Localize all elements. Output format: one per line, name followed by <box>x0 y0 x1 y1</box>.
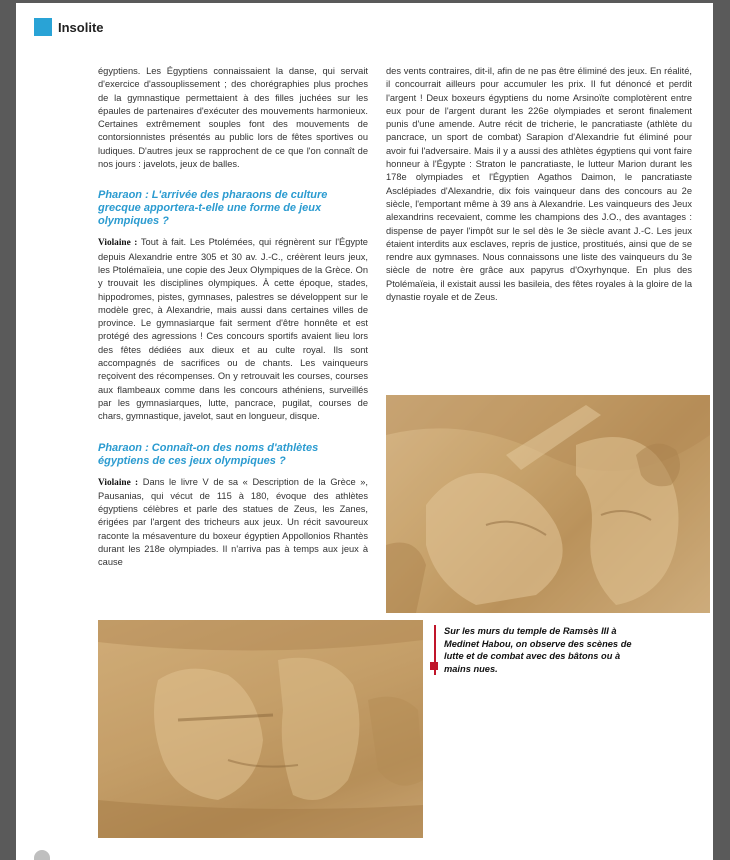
magazine-page <box>16 3 713 860</box>
section-label: Insolite <box>58 19 104 35</box>
speaker-label: Violaine : <box>98 238 138 249</box>
question-heading-1: Pharaon : L'arrivée des pharaons de culture grecque apportera-t-elle une forme de jeux olympiques ? <box>98 189 328 228</box>
paragraph-continued: des vents contraires, dit-il, afin de ne pas être éliminé des jeux. En réalité, il concourrait ailleurs pour accumuler les prix. Il fut dénoncé et perdit l'argent ! Deux boxeurs égyptiens du nome Arsinoïte complotèrent entre eux pour de l'argent durant les 226e olympiades et seront finalement punis d'une amende. Autre récit de tricherie, le pancratiaste (athlète du pancrace, un sport de combat) Sarapion d'Alexandrie fut éliminé pour avoir fui l'adversaire. Mais il y a aussi des athlètes égyptiens qui vont faire honneur à l'Égypte : Straton le pancratiaste, le lutteur Marion durant les 178e olympiades et l'Égyptien Agathos Daimon, le pancratiaste Asclépiades d'Alexandrie, dix fois vainqueur dans des concours au 2e siècle, l'emportant même à 39 ans à Alexandrie. Les vainqueurs des Jeux alexandrins recevaient, comme les champions des J.O., des avantages : dispense de payer l'impôt sur le sel dès le 3e siècle avant J.-C. Les jeux étaient interdits aux esclaves, repris de justice, prostitués, ainsi que de se rendre aux gymnases. Nous connaissons une liste des vainqueurs du 3e siècle de notre ère grâce aux papyrus d'Oxyrhynque. En plus des Ptolémaïeia, il existait aussi les basileia, des fêtes royales à la gloire de la dynastie royale et de Zeus. <box>386 66 692 303</box>
relief-image <box>386 395 710 613</box>
section-square-icon <box>34 18 52 36</box>
speaker-label: Violaine : <box>98 477 139 488</box>
answer-text-1: Tout à fait. Les Ptolémées, qui régnèrent sur l'Égypte depuis Alexandrie entre 305 et 30 av. J.-C., créèrent leurs jeux, les Ptolémaïeia, une copie des Jeux Olympiques de la Grèce. On y trouvait les disciplines olympiques. À cette époque, stades, hippodromes, pistes, gymnases, palestres se développent sur le modèle grec, à Alexandrie, mais aussi dans certaines villes de province. Le gymnasiarque fait serment d'être honnête et est protégé des agressions ! Ces concours sportifs avaient lieu lors des fêtes dédiées aux dieux et au culte royal. Ils sont accompagnés de sacrifices ou de chants. Les vainqueurs reçoivent des récompenses. On y retrouvait les courses, courses aux flambeaux comme dans les concours athéniens, surveillés par les gymnasiarques, lutte, pancrace, pugilat, courses de chars, gymnastique, javelot, saut en longueur, disque. <box>98 237 368 422</box>
section-header <box>34 17 104 37</box>
text-column-right <box>386 65 692 304</box>
relief-photo-fighters <box>98 620 423 838</box>
relief-image <box>98 620 423 838</box>
answer-paragraph-1 <box>98 236 368 423</box>
relief-photo-wrestlers <box>386 395 710 613</box>
text-column-left <box>98 65 368 570</box>
answer-text-2: Dans le livre V de sa « Description de la Grèce », Pausanias, qui vécut de 115 à 180, évoque des athlètes égyptiens célèbres et parle des statues de Zeus, les Zanes, érigées par l'argent des tricheurs aux jeux. Un récit savoureux raconte la mésaventure du boxeur égyptien Appollonios Rhantès durant les 218e olympiades. Il n'arriva pas à temps aux jeux à cause <box>98 476 368 568</box>
answer-paragraph-2 <box>98 476 368 570</box>
paragraph-intro: égyptiens. Les Égyptiens connaissaient la danse, qui servait d'exercice d'assouplissement ; des chorégraphies plus proches de la gymnastique permettaient à des filles juchées sur les épaules de partenaires d'exécuter des mouvements harmonieux. Certaines extrêmement souples font des mouvements de contorsionnistes présentés au public lors de fêtes sportives ou ludiques. D'autres jeux se rapprochent de ce que l'on connaît de nos jours : javelots, jeux de balles. <box>98 66 368 170</box>
question-heading-2: Pharaon : Connaît-on des noms d'athlètes égyptiens de ces jeux olympiques ? <box>98 441 319 467</box>
photo-caption: Sur les murs du temple de Ramsès III à Medinet Habou, on observe des scènes de lutte et de combat avec des bâtons ou à mains nues. <box>434 625 640 675</box>
page-corner <box>34 850 50 860</box>
